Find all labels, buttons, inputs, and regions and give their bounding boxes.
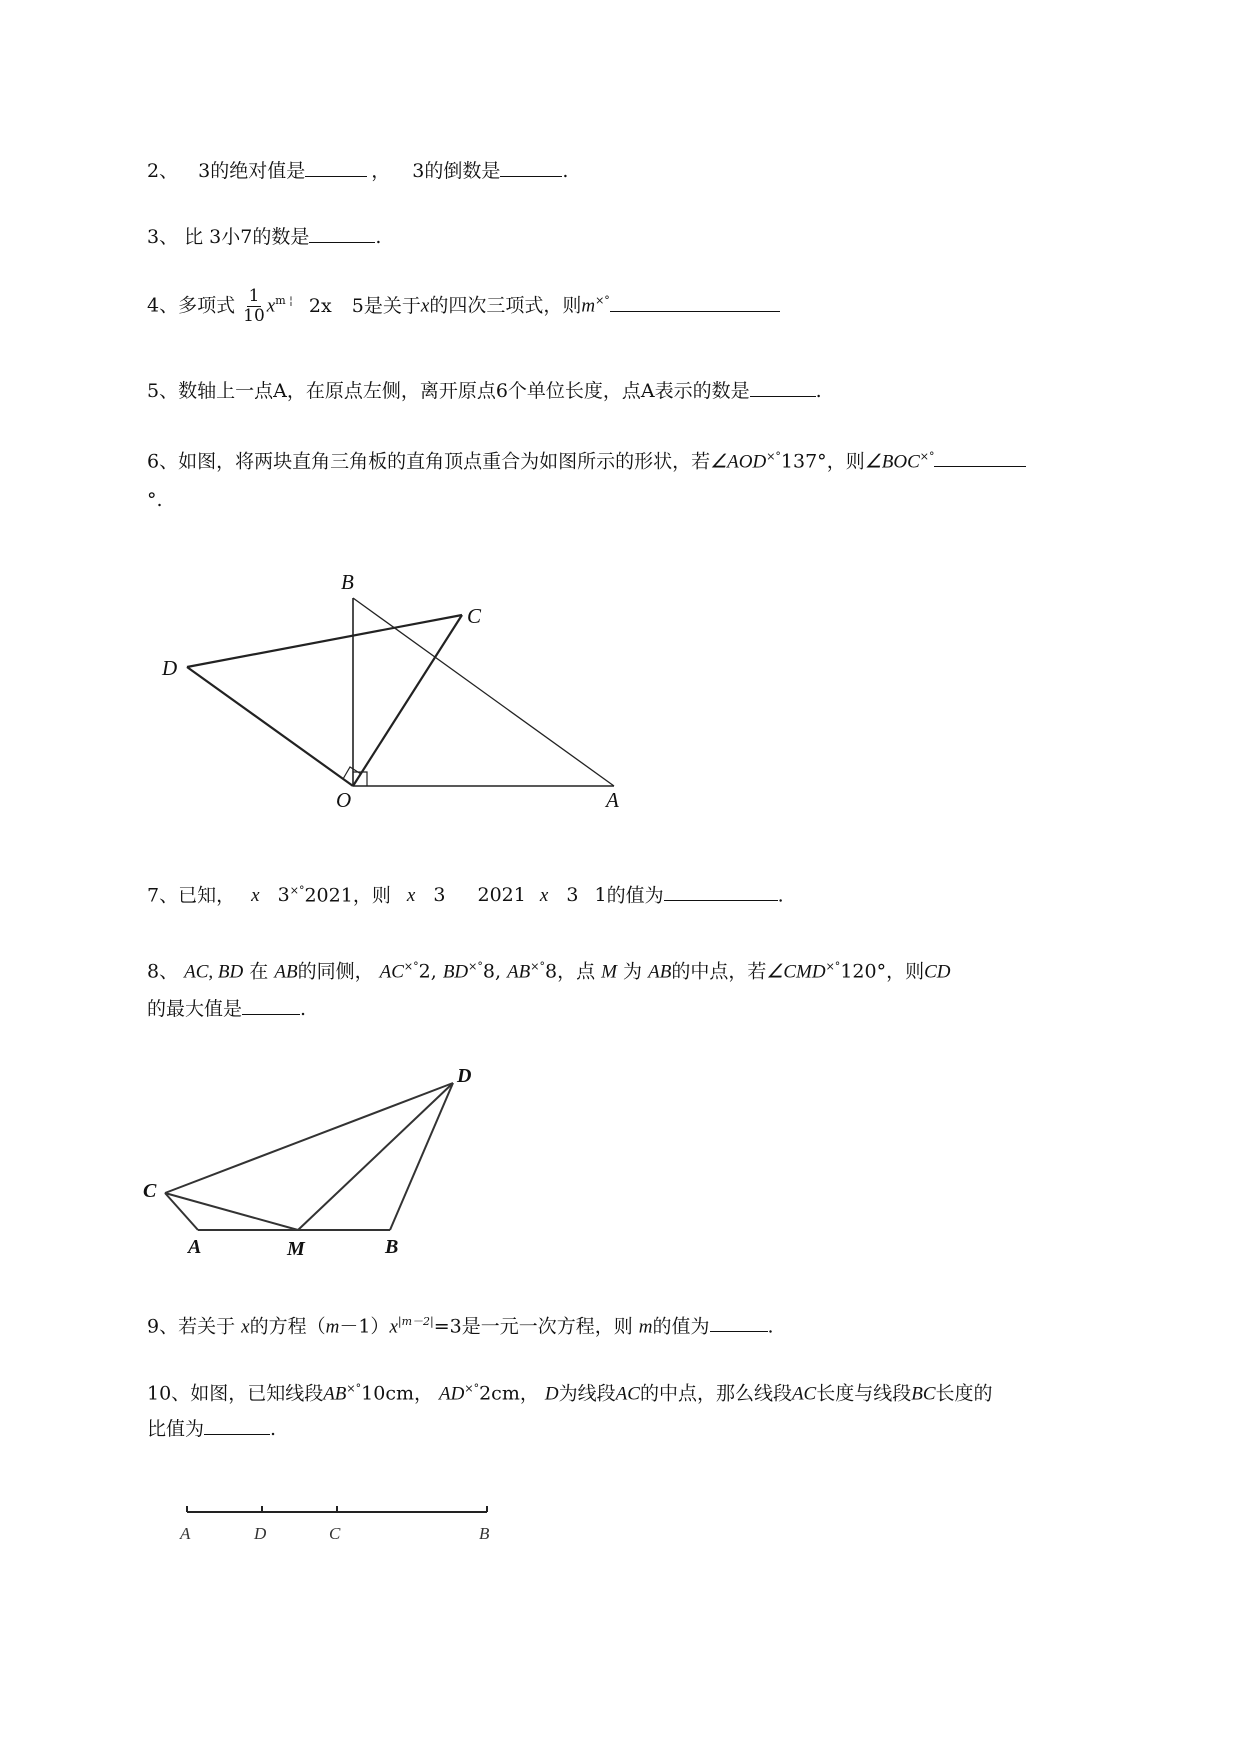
q4-blank[interactable] <box>610 293 780 312</box>
fig8-label-C: C <box>143 1180 157 1202</box>
q10-t4: 为线段 <box>558 1382 616 1405</box>
q4-fraction <box>243 287 265 326</box>
q8-c1: AC <box>379 961 404 983</box>
q5-text: 数轴上一点A，在原点左侧，离开原点6个单位长度，点A表示的数是 <box>178 380 750 402</box>
fig8-line-BD <box>390 1083 453 1230</box>
q6-junk1: ×° <box>766 450 781 463</box>
question-3 <box>147 224 381 250</box>
q10-t1: 如图，已知线段 <box>190 1382 324 1405</box>
q6-angle1: ∠AOD <box>710 451 767 473</box>
q8-junk2: ×° <box>468 960 483 973</box>
q7-v3: 3 <box>433 884 446 907</box>
fig6-label-A: A <box>606 788 619 812</box>
q8-number: 8、 <box>147 960 179 983</box>
q5-end: . <box>815 380 822 402</box>
q5-number: 5、 <box>147 380 179 402</box>
q9-m2: m <box>638 1316 653 1338</box>
fig6-line-DO <box>187 667 353 786</box>
q10-t6: 长度与线段 <box>816 1382 912 1405</box>
q3-text: 比 3小7的数是 <box>184 226 310 248</box>
q9-m1: m <box>325 1316 340 1338</box>
q4-prefix: 多项式 <box>178 294 236 317</box>
q6-blank[interactable] <box>934 448 1026 467</box>
q4-var: x <box>420 295 430 317</box>
q8-seg1: AC, BD <box>184 961 244 983</box>
q10-blank[interactable] <box>204 1416 270 1435</box>
question-8 <box>147 954 951 985</box>
q2-blank-1[interactable] <box>305 158 367 177</box>
q9-x2: x <box>389 1316 398 1338</box>
q7-x2: x <box>406 885 416 907</box>
question-6-line2 <box>147 487 163 513</box>
q8-end: . <box>300 998 307 1020</box>
q7-end: . <box>777 884 784 907</box>
question-6 <box>147 444 1026 475</box>
fig8-line-MD <box>298 1083 453 1230</box>
q8-c3: AB <box>507 961 531 983</box>
q8-t6: ，则 <box>886 960 925 983</box>
q8-m: M <box>601 961 617 983</box>
question-9 <box>147 1309 774 1340</box>
q8-junk3: ×° <box>530 960 545 973</box>
q2-part1: 3的绝对值是 <box>198 160 306 182</box>
q10-ac2: AC <box>791 1383 817 1405</box>
q8-v2: 8, <box>482 960 502 983</box>
q10-junk1: ×° <box>346 1382 362 1395</box>
figure-8 <box>135 1055 495 1265</box>
q6-val1: 137° <box>780 450 827 473</box>
question-8-line2 <box>147 996 306 1022</box>
q8-t5: 的中点，若 <box>671 960 767 983</box>
q4-tail2: 的四次三项式，则 <box>429 294 582 317</box>
q10-v2: 2cm <box>479 1382 520 1405</box>
q6-text: 如图，将两块直角三角板的直角顶点重合为如图所示的形状，若 <box>178 450 711 473</box>
q8-t3: ，点 <box>557 960 596 983</box>
q5-blank[interactable] <box>750 378 816 397</box>
q8-t2: 的同侧， <box>297 960 374 983</box>
q9-end: . <box>767 1315 774 1338</box>
fig6-label-D: D <box>162 656 178 680</box>
question-10-line2 <box>147 1416 276 1442</box>
q8-blank[interactable] <box>242 996 300 1015</box>
question-5 <box>147 378 822 404</box>
q10-t2: ， <box>413 1382 433 1405</box>
q4-frac-num: 1 <box>248 286 260 306</box>
fig8-line-CD <box>165 1083 453 1193</box>
q7-text1: 已知， <box>178 884 236 907</box>
q4-tail: 5是关于 <box>351 294 421 317</box>
q8-t4: 为 <box>623 960 643 983</box>
q10-ab: AB <box>323 1383 347 1405</box>
fig10-label-D: D <box>254 1524 267 1543</box>
fig8-line-CM <box>165 1193 298 1230</box>
q10-bc: BC <box>911 1383 936 1405</box>
q6-number: 6、 <box>147 450 179 473</box>
q10-t7: 长度的 <box>935 1382 993 1405</box>
fig8-label-B: B <box>385 1236 399 1258</box>
q7-v5: 3 <box>566 884 579 907</box>
q10-d: D <box>544 1383 559 1405</box>
q8-seg3: AB <box>648 961 672 983</box>
q8-v4: 120° <box>840 960 887 983</box>
q4-junk: ×° <box>595 294 610 308</box>
q9-t2: 的方程（ <box>249 1315 326 1338</box>
figure-6 <box>150 565 670 815</box>
question-10 <box>147 1376 993 1407</box>
q7-x3: x <box>539 885 549 907</box>
q6-comma: ，则 <box>826 450 865 473</box>
q7-v6: 1 <box>594 884 607 907</box>
q10-line2: 比值为 <box>147 1418 205 1440</box>
q8-junk1: ×° <box>403 960 419 973</box>
q6-junk2: ×° <box>919 450 935 463</box>
fig6-line-BA <box>353 598 614 786</box>
q9-exp: |m－2| <box>397 1315 434 1328</box>
q8-cd: CD <box>924 961 951 983</box>
q8-t1: 在 <box>249 960 269 983</box>
q4-m: m <box>581 295 596 317</box>
q10-junk2: ×° <box>464 1382 480 1395</box>
q8-angle: ∠CMD <box>766 961 826 983</box>
q6-line2: °. <box>147 489 163 511</box>
q10-v1: 10cm <box>361 1382 414 1405</box>
q4-x: x <box>266 295 276 317</box>
fig8-label-M: M <box>287 1238 305 1260</box>
q9-t5: 的值为 <box>652 1315 710 1338</box>
q3-end: . <box>375 226 382 248</box>
fig6-line-OC <box>353 615 462 786</box>
q8-junk4: ×° <box>825 960 841 973</box>
q7-blank[interactable] <box>664 882 778 901</box>
q10-t3: ， <box>519 1382 539 1405</box>
q10-ad: AD <box>439 1383 465 1405</box>
q7-x1: x <box>251 885 260 907</box>
q8-v1: 2, <box>418 960 437 983</box>
fig6-label-C: C <box>467 604 482 628</box>
q7-v2: 2021 <box>304 884 353 907</box>
q2-part2: 3的倒数是 <box>412 160 501 182</box>
q7-junk: ×° <box>289 884 305 897</box>
q10-t5: 的中点，那么线段 <box>639 1382 792 1405</box>
q9-t4: =3是一元一次方程，则 <box>433 1315 633 1338</box>
q2-end: . <box>562 160 569 182</box>
q4-frac-den: 10 <box>243 306 265 326</box>
fig10-label-C: C <box>329 1524 341 1543</box>
q7-v4: 2021 <box>477 884 526 907</box>
q3-blank[interactable] <box>309 224 375 243</box>
figure-10 <box>170 1494 510 1549</box>
q3-number: 3、 <box>147 226 179 248</box>
fig6-line-DC <box>187 615 462 667</box>
q6-angle2: ∠BOC <box>864 451 920 473</box>
q4-number: 4、 <box>147 294 179 317</box>
q7-number: 7、 <box>147 884 179 907</box>
q9-number: 9、 <box>147 1315 179 1338</box>
fig10-label-B: B <box>479 1524 490 1543</box>
q7-text3: 的值为 <box>606 884 664 907</box>
q9-t1: 若关于 <box>178 1315 236 1338</box>
q8-v3: 8 <box>545 960 558 983</box>
fig10-label-A: A <box>180 1524 191 1543</box>
question-7 <box>147 878 784 909</box>
q2-sep: ， <box>371 160 391 182</box>
q10-end: . <box>270 1418 277 1440</box>
q7-v1: 3 <box>277 884 290 907</box>
q4-exp: m ¦ <box>275 294 293 308</box>
q10-number: 10、 <box>147 1382 191 1405</box>
q2-blank-2[interactable] <box>500 158 562 177</box>
fig6-label-O: O <box>336 788 352 812</box>
q9-x: x <box>241 1316 250 1338</box>
q9-t3: －1） <box>339 1315 390 1338</box>
question-2 <box>147 158 568 184</box>
q7-text2: ，则 <box>352 884 391 907</box>
q9-blank[interactable] <box>710 1313 768 1332</box>
fig8-label-A: A <box>188 1236 202 1258</box>
question-4 <box>147 287 780 326</box>
q8-c2: BD <box>442 961 469 983</box>
q4-mid: 2x <box>308 294 332 317</box>
q8-line2: 的最大值是 <box>147 998 243 1020</box>
q10-ac: AC <box>615 1383 640 1405</box>
fig8-label-D: D <box>457 1065 472 1087</box>
fig6-label-B: B <box>341 570 354 594</box>
q2-number: 2、 <box>147 160 179 182</box>
q8-seg2: AB <box>274 961 298 983</box>
